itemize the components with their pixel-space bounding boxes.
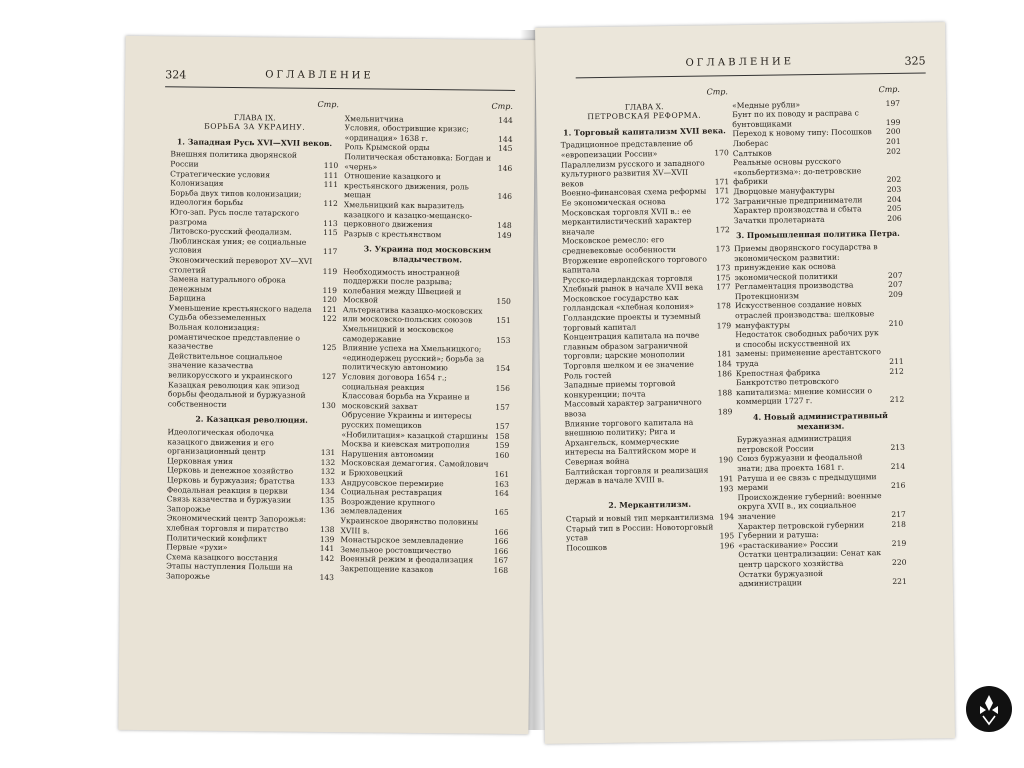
toc-entry-title: Литовско-русский феодализм. [169,226,292,237]
toc-entry-title: Идеологическая оболочка казацкого движения и его организационный центр [167,427,274,457]
toc-entry-title: Союз буржуазии и феодальной знати; два проекта 1681 г. [736,452,863,474]
toc-entry-page: 207 [888,280,903,290]
page-column-label: Стр. [878,84,900,95]
toc-entry [166,562,334,583]
toc-entry [562,235,730,257]
toc-entry-title: Старый и новый тип меркантилизма [565,512,714,524]
chapter-number: ГЛАВА IX. [233,112,276,123]
toc-entry-page: 143 [319,572,335,582]
toc-entry-page: 178 [716,301,731,311]
toc-entry [736,376,904,407]
toc-entries [340,267,511,576]
toc-entry [561,158,729,189]
toc-entry-page: 132 [320,457,336,467]
toc-entry-title: Внешняя политика дворянской России [170,149,298,169]
header-rule [576,72,926,78]
toc-entry [166,514,334,535]
toc-entry-title: Влияние успеха на Хмельницкого; «единодержец русский»; борьба за политическую автономию [342,343,485,373]
toc-entry-title: Запорожье [166,504,211,514]
toc-entry-title: «Нобилитация» казацкой старшины [341,429,489,441]
toc-column [340,100,513,575]
toc-entry-title: Схема казацкого восстания [166,552,278,563]
toc-entry-title: Западные приемы торговой конкуренции; почта [563,379,676,400]
page-number: 325 [904,54,926,68]
toc-entry-page: 164 [494,488,509,499]
toc-entry-title: Русско-нидерландская торговля [562,273,693,285]
toc-entry [342,411,510,432]
toc-entry-title: Приемы дворянского государства в экономическом развитии: принуждение как основа экономической политики [734,242,878,282]
toc-entry-title: Колонизация [170,178,224,189]
toc-entry-page: 131 [320,448,336,458]
toc-entry-title [566,494,714,496]
toc-entry-title: Борьба двух типов колонизации; идеология борьбы [169,188,302,208]
toc-entry-page: 168 [493,565,509,575]
toc-entry-title: Закрепощение казаков [340,564,434,575]
toc-entry [732,108,900,130]
toc-entry-page: 188 [717,387,733,398]
toc-entry-title: Искусственное создание новых отраслей производства: шелковые мануфактуры [734,299,875,330]
toc-entry-page: 157 [495,402,510,412]
brand-logo-icon [966,686,1012,732]
toc-entry-page: 202 [886,146,901,156]
toc-entry-page: 170 [714,148,729,158]
toc-entry-page: 115 [323,228,338,238]
toc-entry-page: 146 [497,192,513,202]
toc-entry-page: 121 [322,304,337,314]
toc-entry-title: Влияние торгового капитала на внешнюю политику; Рига и Архангельск, коммерческие интересы на Балтийском море и Северная война [564,417,697,467]
toc-entry-title: Монастырское землевладение [340,535,464,546]
toc-entry [734,214,902,226]
toc-entries [168,150,339,411]
toc-entry-page: 134 [320,486,335,496]
toc-entry-title: Судьба обезземеленных [168,312,266,323]
toc-entry-title: Концентрация капитала на почве главным образом заграничной торговли; царские монополии [563,330,700,361]
toc-entry-page: 217 [891,509,906,519]
toc-entry-title: Характер петровской губернии [737,519,865,531]
section-heading: 2. Казацкая революция. [195,415,308,426]
toc-entry-page: 202 [886,175,902,185]
toc-entry-page: 189 [717,407,733,417]
toc-entry [167,427,335,458]
toc-entry-title: Буржуазная администрация петровской России [736,433,852,454]
toc-entry-page: 196 [719,540,735,551]
toc-entry-title: Юго-зап. Русь после татарского разгрома [169,207,300,227]
toc-entry-title: Массовый характер заграничного ввоза [564,398,702,419]
toc-entry-page: 190 [718,455,734,465]
toc-entry-title: Политический конфликт [166,532,267,543]
toc-entry-page: 146 [497,163,513,173]
page-column-label: Стр. [317,99,339,110]
toc-entry-page: 200 [885,127,901,137]
toc-entry-page: 144 [498,115,513,125]
toc-entry [564,398,732,420]
toc-entry-page: 111 [323,170,339,180]
toc-entry-title: Феодальная реакция в церкви [166,484,289,496]
toc-entry [343,267,511,307]
toc-entry-title: Роль гостей [563,370,612,381]
toc-entry-title: Ратуша и ее связь с предыдущими мерами [737,471,877,493]
toc-entry-title: Классовая борьба на Украине и московский захват [341,391,470,411]
toc-entry-title: Необходимость иностранной поддержки после разрыва; колебания между Швецией и Москвой [342,266,462,305]
toc-entry-page: 212 [889,366,904,376]
toc-entry-title: Хмельницкий и московское самодержавие [342,324,454,344]
toc-entry-page: 173 [715,263,731,273]
section-heading: 1. Западная Русь XVI—XVII веков. [176,137,333,148]
toc-entry [738,548,906,570]
toc-entry-title: Казацкая революция как эпизод борьбы феодальной и буржуазной собственности [167,379,306,409]
toc-entry-page: 139 [319,534,335,544]
page-number: 324 [165,68,187,82]
toc-entry-page: 177 [716,282,731,292]
toc-entry-title: Дворцовые мануфактуры [733,185,835,197]
toc-entry-title: Крепостная фабрика [735,367,821,378]
toc-entry [341,459,509,480]
toc-entry-page: 210 [888,318,904,328]
toc-entry [170,150,338,171]
toc-column [732,85,907,589]
toc-entry-title: Стратегические условия [170,168,271,179]
toc-entries [166,427,336,582]
page-column-label: Стр. [706,87,728,97]
toc-entry-title: Отношение казацкого и крестьянского движения, роль мещан [343,171,469,200]
toc-entry-title: Уменьшение крестьянского надела [168,303,312,314]
toc-entry [737,471,905,493]
toc-entry-title: Параллелизм русского и западного культурного развития XV—XVII веков [560,158,705,189]
toc-entry-title: Происхождение губерний: военные округа XVII в., их социальное значение [737,490,882,522]
toc-entries [344,114,513,240]
toc-entry-title: Недостаток свободных рабочих рук и способы искусственной их замены: применение арестантского труда [735,328,882,369]
toc-entry-title: Московское государство как голландская «хлебная колония» [562,292,695,314]
toc-entry [342,324,510,345]
toc-column [560,87,734,553]
toc-entry-title: Зачатки пролетариата [733,214,825,225]
toc-entry-page: 216 [890,480,906,491]
section-heading: 3. Промышленная политика Петра. [735,229,900,241]
toc-entry-page: 165 [494,508,509,518]
section-heading: 1. Торговый капитализм XVII века. [563,126,726,138]
toc-entry [342,391,510,412]
toc-entry-page: 138 [319,524,335,535]
toc-entries [734,242,904,407]
toc-entry-title: Характер производства и сбыта [733,204,862,216]
toc-entry-title: Старый тип в России: Новоторговый устав [565,521,714,543]
toc-entry-page: 214 [890,461,906,471]
toc-entry-title: Губернии и ратуша: «растаскивание» России [738,530,839,550]
toc-entry-title: Социальная реставрация [340,487,443,498]
toc-entry-title: Первые «рухи» [166,542,228,553]
toc-entry [168,351,336,382]
toc-entry-title: Вольная колонизация: романтическое представление о казачестве [168,322,300,352]
toc-entry-title: Роль Крымской орды [344,142,430,153]
toc-entry-page: 113 [323,218,338,228]
toc-entry-page: 119 [322,266,338,276]
toc-entry-title: Условия, обострившие кризис; «ординация» 1638 г. [344,123,469,143]
toc-entry-page: 173 [715,244,731,254]
toc-entry-page: 130 [321,400,336,410]
toc-entry-title: Остатки централизации: Сенат как центр царского хозяйства [738,548,882,570]
toc-entry [169,255,337,276]
page-column-label: Стр. [491,101,513,111]
toc-entry-title: Посошков [566,542,608,553]
toc-entry-title: Действительное социальное значение казачества великорусского и украинского [168,351,293,381]
toc-entry-page: 144 [498,134,513,144]
toc-entry-page: 112 [323,199,338,209]
running-head: ОГЛАВЛЕНИЕ [265,69,374,82]
toc-entry-title: Барщина [168,293,206,304]
toc-entry-page: 119 [322,285,338,295]
toc-entries [561,139,734,496]
toc-entry [340,564,508,575]
toc-entries [737,433,907,589]
toc-entry-page: 211 [889,356,904,367]
toc-entry-title: Балтийская торговля и реализация держав в начале XVIII в. [565,465,709,486]
toc-entry-page: 201 [886,136,901,146]
toc-entry [168,322,336,353]
toc-entry [735,328,904,369]
toc-entry-page: 213 [890,442,905,452]
toc-entry-page: 184 [717,359,732,369]
toc-entry-title: Экономический центр Запорожья: хлебная торговля и пиратство [166,513,307,534]
toc-entry-page: 148 [497,220,512,231]
toc-entry-page: 212 [889,395,905,405]
toc-entry-page: 191 [718,474,734,484]
toc-entry [344,171,512,202]
chapter-number: ГЛАВА X. [624,101,664,112]
toc-entry-title: Традиционное представление об «европеизации России» [560,139,693,160]
toc-entry-page: 193 [718,483,734,494]
toc-entry-title: Переход к новому типу: Посошков [732,127,872,139]
toc-entry-page: 145 [497,144,513,154]
toc-entry-title: Андрусовское перемирие [340,477,444,488]
toc-entry-title: Возрождение крупного землевладения [340,496,436,517]
toc-entry-page: 153 [495,335,511,345]
toc-entry [170,188,338,209]
toc-entry-title: Московская торговля XVII в.: ее меркантилистический характер вначале [561,206,692,237]
section-heading: 3. Украина под московским владычеством. [363,244,492,265]
toc-entry [343,305,511,326]
chapter-title: БОРЬБА ЗА УКРАИНУ. [204,121,306,132]
toc-entry-title: Заграничные предприниматели [733,194,863,206]
toc-entry-page: 127 [321,371,337,382]
toc-entry-title: Альтернатива казацко-московских или московско-польских союзов [342,305,483,325]
toc-entry-title: Люблинская уния; ее социальные условия [169,236,307,255]
toc-entry [565,465,733,487]
toc-entry-page: 207 [887,270,903,280]
toc-entry-page: 141 [319,544,335,554]
toc-entry-title: Люберас [732,138,769,149]
header-rule [165,86,515,91]
right-page-header [575,54,926,69]
toc-entry-page: 219 [891,538,907,548]
toc-entry-page: 203 [886,184,902,194]
toc-entry-page: 199 [885,117,901,127]
toc-entry-page: 159 [494,440,510,451]
toc-entry-page: 149 [497,230,512,240]
toc-entry-title: Церковь и буржуазия; братства [166,475,295,486]
toc-entry-title: Политическая обстановка: Богдан и «чернь» [344,152,492,172]
toc-entry-page: 151 [496,316,511,326]
toc-entry-page: 171 [714,176,730,187]
toc-entry-page: 221 [892,576,907,587]
toc-entry-title: Банкротство петровского капитализма: мнение комиссии о коммерции 1727 г. [735,376,873,407]
toc-entry-page: 161 [494,469,510,479]
left-page [118,36,535,734]
toc-entry-page: 142 [319,553,335,563]
toc-entry-title: Торговля шелком и ее значение [563,359,694,371]
toc-entry-title: Хмельницкий как выразитель казацкого и казацко-мещанско-церковного движения [343,200,473,230]
toc-entries [566,512,735,553]
toc-entries [732,98,902,225]
toc-entry-page: 135 [320,496,335,506]
toc-entry [168,380,336,411]
toc-entry-page: 136 [320,505,335,515]
toc-entry-title: Московское ремесло: его средневековые особенности [561,235,677,256]
toc-entry-title: Вторжение европейского торгового капитала [562,254,707,275]
toc-entry [733,156,901,187]
toc-entry-title: Земельное ростовщичество [340,544,452,556]
toc-entry-page: 167 [493,556,509,566]
toc-entry-page: 163 [494,479,510,489]
toc-entry-page: 172 [714,196,730,206]
toc-entry-title: Московская демагогия. Самойлович и Брюховецкий [341,458,489,478]
section-heading: 2. Меркантилизм. [608,500,692,511]
toc-entry [566,541,734,553]
toc-entry-title: Церковная уния [167,456,233,466]
toc-entry-title: Бунт по их поводу и расправа с бунтовщиками [732,108,859,129]
right-page [535,22,955,744]
toc-entry-page: 122 [322,314,337,324]
toc-entry-page: 220 [891,557,907,567]
toc-entry-page: 157 [495,421,510,431]
toc-entry [739,567,907,589]
toc-entry [342,372,510,393]
toc-entry [734,242,903,283]
toc-entry-page: 160 [494,450,510,460]
toc-entry-title: Салтыков [732,148,772,158]
left-page-header [165,68,515,85]
toc-entry [563,311,731,333]
toc-entry-title: Разрыв с крестьянством [343,228,442,239]
toc-entry-title: Украинское дворянство половины XVIII в. [340,516,479,535]
toc-entry [737,452,905,474]
toc-entry-page: 181 [717,349,732,359]
toc-entry-title: Военно-финансовая схема реформы [561,186,707,198]
toc-entry [738,529,906,551]
toc-entry-page: 186 [717,368,732,379]
toc-entry [169,274,337,295]
toc-entry-title: Голландские проекты и туземный торговый капитал [563,311,701,333]
toc-entry-title: Москва и киевская митрополия [341,439,470,450]
toc-entry-page: 166 [493,546,509,556]
toc-entry-title: Ее экономическая основа [561,197,666,208]
toc-entry [564,378,732,400]
chapter-title: ПЕТРОВСКАЯ РЕФОРМА. [587,110,702,122]
toc-entry-page: 205 [887,203,902,214]
toc-entry-title: Остатки буржуазной администрации [738,568,824,589]
toc-entry-title: Связь казачества и буржуазии [166,494,292,505]
toc-entry [563,330,731,361]
toc-entry [340,516,508,537]
toc-entry-title: Реальные основы русского «кольбертизма»: до-петровские фабрики [732,156,862,187]
toc-entry-page: 197 [885,98,901,108]
toc-entry-page: 132 [320,467,336,477]
toc-entry-page: 111 [323,180,339,190]
toc-entry [562,254,730,276]
toc-entry [344,200,512,231]
toc-entry-title: Условия договора 1654 г.; социальная реакция [341,372,447,392]
toc-entry [344,152,512,173]
toc-entry-page: 156 [495,383,511,393]
toc-entry-page: 110 [323,160,339,171]
toc-entry [561,139,729,161]
toc-entry-title: Военный режим и феодализация [340,554,474,565]
toc-entry-page: 194 [719,512,734,522]
toc-entry-page: 171 [714,186,730,196]
toc-entry [170,207,338,228]
toc-entry-title: Этапы наступления Польши на Запорожье [165,561,293,581]
toc-entry [737,433,905,455]
toc-entry [341,497,509,518]
toc-entry-page: 166 [493,536,509,547]
toc-entry-title: Обрусение Украины и интересы русских помещиков [341,410,472,430]
toc-entry-title: Церковь и денежное хозяйство [167,465,294,477]
toc-entry-page: 166 [493,527,509,537]
toc-entry-page: 218 [891,519,907,529]
toc-entry [564,417,733,467]
toc-entry-page: 172 [715,224,730,235]
toc-entry-title: Хлебный рынок в начале XVII века [562,282,704,294]
toc-entry-page: 158 [494,431,510,441]
toc-entry [735,299,903,330]
toc-entry-page: 150 [496,297,511,307]
running-head: ОГЛАВЛЕНИЕ [685,56,795,69]
toc-entry-page: 209 [888,289,903,299]
toc-entry [344,229,512,240]
toc-entry-page: 154 [495,364,511,374]
toc-entry [563,292,731,314]
toc-entry [342,343,510,374]
toc-entry-page: 133 [320,476,336,487]
toc-entry [566,522,734,544]
toc-entry-page: 206 [887,213,902,223]
toc-entry-page: 125 [321,343,337,353]
toc-entry-title: Протекционизм [734,291,800,302]
toc-entry-page: 175 [715,272,731,283]
toc-entry-page: 195 [719,531,735,541]
toc-entry-title: «Медные рубли» [732,99,801,110]
toc-entry [169,236,337,257]
toc-entry-page: 120 [322,295,337,305]
toc-entry [738,491,906,522]
toc-column [166,98,339,582]
toc-entry-title: Экономический переворот XV—XVI столетий [169,255,313,275]
toc-entry-title: Замена натурального оброка денежным [168,274,286,294]
toc-entry-page: 117 [322,247,338,257]
section-heading: 4. Новый административный механизм. [752,411,888,431]
toc-entry [562,206,730,237]
toc-entry-page: 179 [716,320,732,331]
toc-entry-title: Регламентация производства [734,280,854,292]
toc-entry-page: 204 [886,194,902,204]
toc-entry-title: Хмельнитчина [344,113,404,124]
toc-entry-title: Нарушения автономии [341,448,434,459]
toc-entry [345,123,513,144]
